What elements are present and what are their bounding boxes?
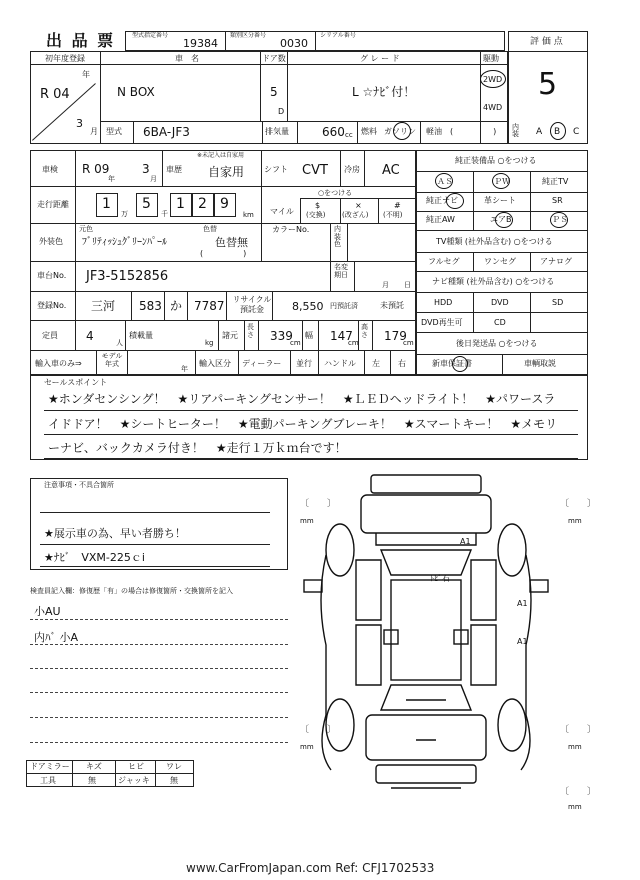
use-label: 車歴 [166,165,182,174]
damage-mark-chip: ﾄﾋﾟ石 [430,574,450,583]
name-change-label: 名変期日 [334,263,348,279]
original-color-value: ﾌﾞﾘﾃｨｯｼｭｸﾞﾘｰﾝﾊﾟｰﾙ [82,237,167,248]
import-label: 輸入車のみ⇒ [35,359,82,368]
use-value: 自家用 [208,165,245,179]
load-label: 積載量 [129,331,153,340]
car-name-label: 車 名 [175,54,199,63]
doors-value: 5 [270,85,278,99]
inspector-line-1: 小AU [34,605,61,618]
tire-spare-bracket: 〔 〕 [560,787,597,797]
fuel-label: 燃料 [361,127,377,136]
color-change-value: 色替無 [215,236,248,249]
interior-label: 内装 [512,123,519,138]
sales-line-2: イドドア！ ★シートヒーター！ ★電動パーキングブレーキ！ ★スマートキー！ ★メモリ [48,417,558,431]
inspector-label: 検査員記入欄：修復歴「有」の場合は修復箇所・交換箇所を記入 [30,587,233,595]
opt-pw: ＰＷ [494,177,510,186]
tire-fr-bracket: 〔 〕 [560,499,597,509]
interior-b-circle [550,122,566,140]
later-header: 後日発送品 ○をつける [456,339,538,348]
type-cert-value: 19384 [183,37,218,50]
recycle-value: 8,550 [292,300,324,313]
shift-value: CVT [302,163,328,178]
chassis-label: 車台No. [37,271,67,280]
tire-rr-bracket: 〔 〕 [560,725,597,735]
mileage-label: 走行距離 [37,200,69,209]
opt-tv: 純正TV [542,177,569,186]
ac-value: AC [382,163,400,178]
watermark-text: www.CarFromJapan.com Ref: CFJ1702533 [186,861,435,875]
first-reg-label: 初年度登録 [45,54,85,63]
opt-ps: ＰＳ [552,215,568,224]
sales-label: セールスポイント [44,378,108,387]
opt-sr: SR [552,196,563,205]
inspection-year: R 09 [82,162,110,176]
reg-region: 三河 [91,299,116,313]
reg-class: 583 [139,299,162,313]
damage-mark-hood: A1 [460,537,471,546]
displacement-value: 660 [322,125,345,139]
car-damage-diagram [296,470,596,815]
grade-value: L ☆ﾅﾋﾞ付！ [352,85,416,99]
opt-as: ＡＳ [437,177,453,186]
model-value: 6BA-JF3 [143,125,190,139]
mileage-digit-3: 1 [176,196,185,212]
fuel-gas-circle [393,122,411,140]
drive-2wd: 2WD [483,75,503,84]
category-label: 類別区分番号 [230,32,267,39]
grade-label: グ レ ー ド [360,54,400,63]
sales-line-3: ーナビ、バックカメラ付き！ ★走行１万ｋｍ台です！ [48,441,347,455]
tv-header: TV種類 (社外品含む) ○をつける [436,237,553,246]
score-label: 評 価 点 [530,37,563,47]
chassis-value: JF3-5152856 [86,269,169,284]
damage-mark-right-rear: A1 [517,637,528,646]
registration-label: 登録No. [37,301,67,310]
opt-leather: 革シート [484,196,516,205]
drive-label: 駆動 [483,54,499,63]
inspection-month: 3 [142,162,150,176]
color-no-label: カラーNo. [272,225,310,234]
opt-airbag: エアB [490,215,512,224]
sales-line-1: ★ホンダセンシング！ ★リアパーキングセンサー！ ★ＬＥＤヘッドライト！ ★パワースラ [48,392,556,406]
tire-fl-bracket: 〔 〕 [300,499,337,509]
fuel-diesel: 軽油 [426,127,442,136]
tire-rl-bracket: 〔 〕 [300,725,337,735]
fuel-gasoline: ガソリン [384,127,416,136]
reg-number: 7787 [194,299,225,313]
capacity-value: 4 [86,329,94,343]
form-title: 出 品 票 [46,31,116,50]
mile-label: マイル [270,207,294,216]
opt-aw: 純正AW [426,215,455,224]
serial-label: シリアル番号 [320,32,356,39]
category-value: 0030 [280,37,308,50]
interior-color-label: 内装色 [334,225,341,249]
opt-navi: 純正ナビ [426,196,458,205]
note-line-2: ★ﾅﾋﾞ VXM-225ｃi [44,551,145,564]
model-label: 型式 [106,127,122,136]
mileage-digit-4: 2 [198,196,207,212]
doors-label: ドア数 [262,54,286,63]
note-line-1: ★展示車の為、早い者勝ち！ [44,527,186,540]
spec-label: 諸元 [222,331,238,340]
car-name-value: N BOX [117,85,155,99]
mileage-digit-5: 9 [220,196,229,212]
drive-2wd-circle [480,70,506,88]
equip-header: 純正装備品 ○をつける [455,156,537,165]
shift-label: シフト [264,165,288,174]
recycle-label: リサイクル預託金 [232,295,272,314]
damage-mark-right-door: A1 [517,599,528,608]
width-value: 147 [330,329,353,343]
navi-header: ナビ種類 (社外品含む) ○をつける [432,277,555,286]
model-year-label: モデル年式 [101,352,123,368]
drive-4wd: 4WD [483,103,503,112]
interior-grade-b: B [554,127,561,137]
mileage-digit-1: 1 [102,196,111,212]
score-value: 5 [538,67,558,102]
inspector-line-2: 内ﾊﾞ 小A [34,631,79,644]
color-label: 外装色 [39,237,63,246]
first-reg-year: R 04 [40,87,70,102]
inspection-label: 車検 [42,165,58,174]
length-value: 339 [270,329,293,343]
displacement-label: 排気量 [265,127,289,136]
type-cert-label: 型式指定番号 [132,32,169,39]
ac-label: 冷房 [344,165,360,174]
capacity-label: 定員 [42,331,58,340]
reg-kana: か [170,299,183,313]
import-type-label: 輸入区分 [199,359,231,368]
first-reg-month: 3 [76,117,83,130]
notes-label: 注意事項・不具合箇所 [44,481,114,489]
mileage-digit-2: 5 [142,196,151,212]
height-value: 179 [384,329,407,343]
